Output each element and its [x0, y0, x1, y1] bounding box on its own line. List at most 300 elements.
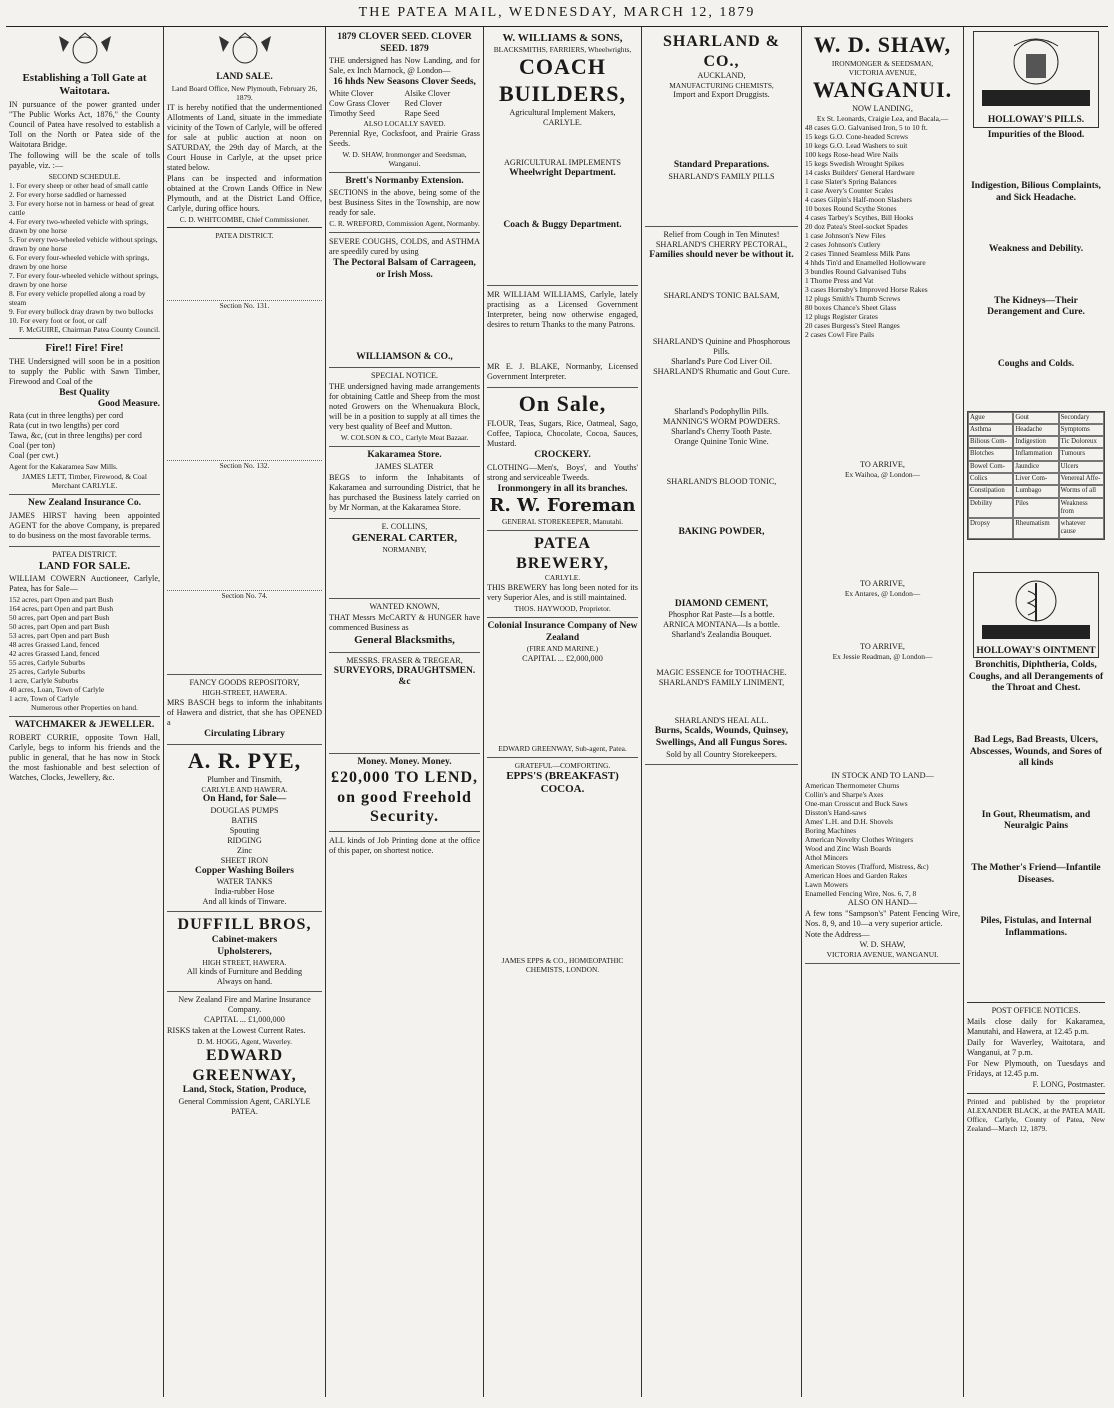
- landing: NOW LANDING,: [852, 103, 913, 113]
- brewery-title: PATEA BREWERY,: [516, 535, 609, 572]
- interpreter-ad: [487, 286, 638, 388]
- fraser-ad: [329, 653, 480, 754]
- ailment: Constipation: [968, 485, 1013, 497]
- landing-item: 1 case Slater's Spring Balances: [805, 176, 897, 186]
- stock-item: American Hoes and Garden Rakes: [805, 870, 908, 880]
- seed-item: Rape Seed: [404, 108, 440, 118]
- post-title: POST OFFICE NOTICES.: [991, 1006, 1081, 1016]
- clover-ad: [329, 29, 480, 173]
- pills-text-block: [645, 182, 798, 222]
- property-item: 48 acres Grassed Land, fenced: [9, 640, 100, 650]
- worm: MANNING'S WORM POWDERS.: [662, 417, 781, 427]
- weak: Weakness and Debility.: [988, 244, 1084, 255]
- sharland-text-block: [645, 100, 798, 160]
- property-item: 42 acres Grassed Land, fenced: [9, 649, 100, 659]
- printing-ad: [329, 832, 480, 861]
- pye-item: Spouting: [229, 825, 260, 835]
- orange: Orange Quinine Tonic Wine.: [674, 437, 769, 447]
- coach-text-block: [487, 231, 638, 281]
- collins-text-block: [329, 554, 480, 594]
- landing-item: 2 cases Johnson's Cutlery: [805, 240, 881, 250]
- special-notice-ad: [329, 368, 480, 447]
- ironmongery: Ironmongery in all its branches.: [497, 483, 628, 494]
- zealandia-text-block: [645, 640, 798, 668]
- implement: Agricultural Implement Makers,: [509, 108, 616, 118]
- shaw-ave: VICTORIA AVENUE,: [848, 67, 917, 77]
- schedule-item: 6. For every four-wheeled vehicle with springs, drawn by one horse: [9, 253, 150, 272]
- healall-body: Burns, Scalds, Wounds, Quinsey, Swellings, And all Fungus Sores.: [654, 726, 789, 748]
- haywood: THOS. HAYWOOD, Proprietor.: [514, 604, 611, 614]
- magic: MAGIC ESSENCE for TOOTHACHE.: [656, 668, 787, 678]
- cowern-more: Numerous other Properties on hand.: [31, 703, 138, 713]
- post-body: Mails close daily for Kakaramea, Manutahi, and Hawera, at 12.45 p.m.: [967, 1017, 1105, 1037]
- stock-item: Ames' L.H. and D.H. Shovels: [805, 816, 893, 826]
- fancy-title: FANCY GOODS REPOSITORY,: [189, 677, 300, 687]
- arrive1-ex: Ex Waihoa, @ London—: [844, 469, 921, 479]
- cherry: SHARLAND'S CHERRY PECTORAL,: [655, 239, 788, 249]
- colonial-text-block: [487, 664, 638, 744]
- indig-text-block: [967, 204, 1105, 244]
- onsale-body: FLOUR, Teas, Sugars, Rice, Oatmeal, Sago, Coffee, Tapioca, Chocolate, Cocoa, Sauces, Mustard.: [487, 419, 638, 449]
- schedule-item: 1. For every sheep or other head of small cattle: [9, 180, 149, 190]
- slater: JAMES SLATER: [375, 461, 434, 471]
- property-item: 1 acre, Carlyle Suburbs: [9, 676, 79, 686]
- duffill-furn: All kinds of Furniture and Bedding: [186, 967, 303, 977]
- wheelwright-text-block: [487, 180, 638, 220]
- foreman-sub: GENERAL STOREKEEPER, Manutahi.: [501, 517, 624, 527]
- column-6: [802, 27, 964, 1397]
- schedule-item: 10. For every foot or foot, or calf: [9, 316, 107, 326]
- schedule-title: SECOND SCHEDULE.: [48, 171, 121, 181]
- ailment: Inflammation: [1013, 448, 1058, 460]
- schedule-item: 2. For every horse saddled or harnessed: [9, 189, 127, 199]
- column-7: [964, 27, 1108, 1397]
- landing-list: [805, 123, 960, 340]
- epps-text-block: [487, 796, 638, 956]
- healall: SHARLAND'S HEAL ALL.: [674, 716, 769, 726]
- property-item: 1 acre, Town of Carlyle: [9, 694, 79, 704]
- masthead: THE PATEA MAIL, WEDNESDAY, MARCH 12, 1879: [6, 0, 1108, 27]
- williams-ad: [487, 29, 638, 286]
- land-for-sale-ad: [9, 547, 160, 718]
- money-ad: [329, 754, 480, 832]
- baking: BAKING POWDER,: [678, 527, 765, 538]
- shaw-sub: IRONMONGER & SEEDSMAN,: [831, 58, 934, 68]
- subdivision-table: [167, 310, 322, 461]
- landing-item: 100 kegs Rose-head Wire Nails: [805, 149, 899, 159]
- surveyors: SURVEYORS, DRAUGHTSMEN. &c: [333, 665, 476, 688]
- sold: Sold by all Country Storekeepers.: [666, 749, 777, 759]
- brewery-town: CARLYLE.: [544, 573, 581, 583]
- kakaramea-title: Kakaramea Store.: [367, 450, 442, 461]
- holloway-pills-logo: [973, 31, 1099, 128]
- also-body: A few tons "Sampson's" Patent Fencing Wire, Nos. 8, 9, and 10—a very superior article.: [805, 909, 960, 928]
- imprint: Printed and published by the proprietor ALEXANDER BLACK, at the PATEA MAIL Office, Carlyle, County of Patea, New Zealand—March 12, 1879.: [967, 1097, 1105, 1134]
- toll-title: Establishing a Toll Gate at Waitotara.: [22, 72, 147, 98]
- stock-item: Wood and Zinc Wash Boards: [805, 843, 892, 853]
- property-item: 40 acres, Loan, Town of Carlyle: [9, 685, 105, 695]
- sharland-sub: MANUFACTURING CHEMISTS,: [669, 81, 774, 91]
- ailment: Debility: [968, 498, 1013, 519]
- fire-prices: [9, 411, 160, 461]
- fire-sign: JAMES LETT, Timber, Firewood, & Coal Merchant CARLYLE.: [22, 471, 147, 490]
- gout: In Gout, Rheumatism, and Neuralgic Pains: [981, 809, 1091, 832]
- cherry-ad: [645, 227, 798, 765]
- brett-ad: [329, 173, 480, 234]
- landing-item: 12 plugs Register Grates: [805, 312, 878, 322]
- land-sale-title: LAND FOR SALE.: [38, 559, 131, 572]
- fire-agent: Agent for the Kakaramea Saw Mills.: [9, 461, 118, 471]
- price-item: Rata (cut in three lengths) per cord: [9, 410, 124, 420]
- ailment: Piles: [1013, 498, 1058, 519]
- williams-text-block: [487, 128, 638, 158]
- arrive3: TO ARRIVE,: [860, 641, 905, 651]
- colonial-cap: CAPITAL ... £2,000,000: [522, 653, 603, 663]
- gout-text-block: [967, 833, 1105, 863]
- pye-ad: [167, 745, 322, 912]
- brett-body: SECTIONS in the above, being some of the best Business Sites in the Township, are now ready for sale.: [329, 188, 480, 218]
- landing-item: 1 case Johnson's New Files: [805, 231, 886, 241]
- arrive2-ex: Ex Antares, @ London—: [844, 588, 921, 598]
- postmaster: F. LONG, Postmaster.: [1032, 1080, 1105, 1090]
- bronchitis-text-block: [967, 695, 1105, 735]
- fraser-text-block: [329, 689, 480, 749]
- cough-body: SEVERE COUGHS, COLDS, and ASTHMA are speedily cured by using: [329, 237, 480, 257]
- land-signed: C. D. WHITCOMBE, Chief Commissioner.: [179, 214, 310, 224]
- column-4: [484, 27, 642, 1397]
- cowern: WILLIAM COWERN Auctioneer, Carlyle, Patea, has for Sale—: [9, 574, 160, 594]
- ailment: Blotches: [968, 448, 1013, 460]
- seed-item: Alsike Clover: [404, 88, 451, 98]
- special-title: SPECIAL NOTICE.: [370, 371, 438, 381]
- arnica: ARNICA MONTANA—Is a bottle.: [663, 620, 780, 630]
- williamson: WILLIAMSON & CO.,: [356, 351, 453, 362]
- landing-more-block: [805, 340, 960, 460]
- pye-item: SHEET IRON: [220, 855, 269, 865]
- landing-item: 20 doz Patea's Steel-socket Spades: [805, 222, 908, 232]
- williams-sub: BLACKSMITHS, FARRIERS, Wheelwrights,: [493, 45, 632, 55]
- addr: W. D. SHAW,: [859, 940, 906, 949]
- nzi-title: New Zealand Insurance Co.: [28, 498, 141, 509]
- ailment: Venereal Affe-: [1059, 473, 1104, 485]
- arrive2: TO ARRIVE,: [860, 578, 905, 588]
- coach-builders: COACH BUILDERS,: [499, 54, 626, 107]
- impur-text-block: [967, 141, 1105, 181]
- toll-gate-notice: [9, 69, 160, 339]
- hygeia-icon: [974, 32, 1098, 112]
- money-title: Money. Money. Money.: [357, 756, 452, 767]
- sharland-city: AUCKLAND,: [697, 71, 746, 81]
- nzfire-cap: CAPITAL ... £1,000,000: [204, 1015, 285, 1025]
- duffill-title: DUFFILL BROS,: [177, 916, 312, 934]
- watch-title: WATCHMAKER & JEWELLER.: [14, 720, 155, 731]
- kidney: The Kidneys—Their Derangement and Cure.: [987, 295, 1085, 318]
- williams-title: W. WILLIAMS & SONS,: [502, 32, 623, 44]
- family-pills: SHARLAND'S FAMILY PILLS: [668, 171, 775, 181]
- pye-hand: On Hand, for Sale—: [202, 794, 287, 805]
- clover-sign: W. D. SHAW, Ironmonger and Seedsman, Wanganui.: [342, 149, 467, 168]
- indig: Indigestion, Bilious Complaints, and Sick Headache.: [971, 181, 1101, 203]
- ailment: Secondary: [1059, 412, 1104, 424]
- stock-item: One-man Crosscut and Buck Saws: [805, 798, 908, 808]
- landing-item: 2 cases Tinned Seamless Milk Pans: [805, 249, 910, 259]
- pye-sub: Plumber and Tinsmith,: [207, 775, 282, 785]
- arrive2-list: [805, 598, 960, 642]
- families: Families should never be without it.: [649, 249, 794, 260]
- coach-dep: Coach & Buggy Department.: [503, 219, 622, 230]
- greenway-title: EDWARD GREENWAY,: [192, 1047, 297, 1084]
- ailment: Worms of all: [1059, 485, 1104, 497]
- nzi-body: JAMES HIRST having been appointed AGENT for the above Company, is prepared to do business on the most favorable terms.: [9, 510, 160, 540]
- addr2: VICTORIA AVENUE, WANGANUI.: [826, 950, 939, 959]
- landing-item: 4 cases Tarbey's Scythes, Bill Hooks: [805, 213, 914, 223]
- schedule-item: 5. For every two-wheeled vehicle without springs, drawn by one horse: [9, 235, 158, 254]
- colonial-ad: [487, 618, 638, 757]
- kidney-text-block: [967, 319, 1105, 359]
- land-plans: Plans can be inspected and information obtained at the Crown Lands Office in New Plymouth, and at the District Land Office, Carlyle, during office hours.: [167, 173, 322, 213]
- standard: Standard Preparations.: [673, 160, 770, 171]
- ailment: Ague: [968, 412, 1013, 424]
- schedule-item: 7. For every four-wheeled vehicle without springs, drawn by one horse: [9, 271, 159, 290]
- patea-district: PATEA DISTRICT.: [215, 230, 274, 240]
- schedule-list: [9, 181, 160, 326]
- clover-saved: ALSO LOCALLY SAVED.: [363, 118, 446, 128]
- schedule-item: 3. For every horse not in harness or head of great cattle: [9, 198, 155, 217]
- also: ALSO ON HAND—: [847, 898, 918, 907]
- post-body3: For New Plymouth, on Tuesdays and Fridays, at 12.45 p.m.: [967, 1059, 1105, 1079]
- arrive1-list: [805, 479, 960, 579]
- price-item: Tawa, &c, (cut in three lengths) per cord: [9, 430, 142, 440]
- shaw-ad: [805, 29, 960, 964]
- epps-sign: JAMES EPPS & CO., HOMŒOPATHIC CHEMISTS, LONDON.: [501, 956, 624, 975]
- fraser: MESSRS. FRASER & TREGEAR,: [346, 655, 463, 665]
- fancy-street: HIGH-STREET, HAWERA.: [202, 687, 287, 697]
- epps-title: EPPS'S (BREAKFAST) COCOA.: [506, 769, 619, 795]
- tonic: SHARLAND'S TONIC BALSAM,: [663, 291, 780, 301]
- brett-title: Brett's Normanby Extension.: [345, 175, 464, 186]
- hogg: D. M. HOGG, Agent, Waverley.: [196, 1037, 293, 1047]
- blake: MR E. J. BLAKE, Normanby, Licensed Government Interpreter.: [487, 362, 638, 382]
- interpreter-text-block: [487, 331, 638, 361]
- landing-item: 48 cases G.O. Galvanised Iron, 5 to 10 ft.: [805, 122, 928, 132]
- landing-item: 4 cases Gilpin's Half-moon Slashers: [805, 195, 912, 204]
- arrive1: TO ARRIVE,: [860, 459, 905, 469]
- fire-body: THE Undersigned will soon be in a position to supply the Public with Sawn Timber, Firewood and Coal of the: [9, 356, 160, 386]
- nz-fire-ad: [167, 992, 322, 1121]
- colonial-title: Colonial Insurance Company of New Zealand: [487, 621, 638, 643]
- nzfire-title: New Zealand Fire and Marine Insurance Company.: [178, 995, 311, 1015]
- ailment: Indigestion: [1013, 436, 1058, 448]
- ailment: Jaundice: [1013, 461, 1058, 473]
- clothing: CLOTHING—Men's, Boys', and Youths' strong and serviceable Tweeds.: [487, 462, 638, 482]
- slater-body: BEGS to inform the Inhabitants of Kakaramea and surrounding District, that he has purchased the Business lately carried on by Mr Norman, at the Kakaramea Store.: [329, 472, 480, 512]
- landing-item: 15 kegs G.O. Cone-headed Screws: [805, 131, 909, 141]
- piles: Piles, Fistulas, and Internal Inflammations.: [980, 916, 1092, 938]
- landing-item: 12 plugs Smith's Thumb Screws: [805, 294, 901, 304]
- property-item: 55 acres, Carlyle Suburbs: [9, 658, 85, 668]
- duffill-ad: [167, 912, 322, 992]
- colonial-greenway: EDWARD GREENWAY, Sub-agent, Patea.: [498, 743, 627, 753]
- cough-text-block: [329, 282, 480, 352]
- land-office: Land Board Office, New Plymouth, February 26, 1879.: [171, 83, 318, 102]
- brett-sign: C. R. WREFORD, Commission Agent, Normanby.: [329, 219, 480, 229]
- stock-item: American Stoves (Trafford, Mistress, &c): [805, 861, 929, 871]
- column-3: [326, 27, 484, 1397]
- on-sale-ad: [487, 388, 638, 531]
- serpent-staff-icon: [974, 573, 1098, 643]
- landing-item: 3 cases Hornsby's Improved Horse Rakes: [805, 285, 928, 295]
- column-5: [642, 27, 802, 1397]
- duffill-sub: Cabinet-makers: [211, 934, 278, 945]
- pye-item: WATER TANKS: [216, 877, 273, 887]
- ailment: Asthma: [968, 424, 1013, 436]
- sharland-ad: [645, 29, 798, 227]
- cherry-text-block: [645, 261, 798, 291]
- clover-body: THE undersigned has Now Landing, and for Sale, ex Inch Marnock, @ London—: [329, 56, 480, 76]
- badlegs-text-block: [967, 770, 1105, 810]
- ailment: Ulcers: [1059, 461, 1104, 473]
- seed-item: Timothy Seed: [329, 108, 375, 118]
- schedule-item: 4. For every two-wheeled vehicle with springs, drawn by one horse: [9, 216, 149, 235]
- ailment: Colics: [968, 473, 1013, 485]
- column-1: [6, 27, 164, 1397]
- toll-signed: F. McGUIRE, Chairman Patea County Council.: [18, 325, 160, 335]
- watch-body: ROBERT CURRIE, opposite Town Hall, Carlyle, begs to inform his friends and the public in general, that he has now in Stock the most fashionable and best selection of Watches, Clocks, Jewellery, &c.: [9, 733, 160, 782]
- landing-item: 15 kegs Swedish Wrought Spikes: [805, 158, 904, 168]
- crockery: CROCKERY.: [534, 450, 591, 461]
- ailment: Dropsy: [968, 518, 1013, 539]
- foreman: R. W. Foreman: [489, 495, 636, 517]
- section-table: [167, 600, 322, 670]
- epps-ad: [487, 758, 638, 979]
- rheum-text-block: [645, 377, 798, 407]
- fire-title: Fire!! Fire! Fire!: [45, 342, 124, 355]
- blood-text-block: [645, 487, 798, 527]
- zealandia: Sharland's Zealandia Bouquet.: [671, 630, 772, 640]
- landing-item: 1 case Avery's Counter Scales: [805, 185, 894, 195]
- price-item: Coal (per cwt.): [9, 450, 59, 460]
- stock: IN STOCK AND TO LAND—: [831, 770, 934, 780]
- collins-ad: [329, 519, 480, 599]
- landing-item: 1 Thorne Press and Vat: [805, 276, 874, 286]
- liniment-text-block: [645, 688, 798, 716]
- section-131: Section No. 131.: [219, 300, 270, 310]
- ailment: Symptoms: [1059, 424, 1104, 436]
- allotment-table: [167, 240, 322, 301]
- landing-ex: Ex St. Leonards, Craigie Lea, and Bacala,—: [816, 113, 949, 123]
- stock-list: [805, 781, 960, 898]
- impur: Impurities of the Blood.: [987, 129, 1085, 140]
- pye-item: India-rubber Hose: [214, 887, 275, 897]
- williams-carlyle: CARLYLE.: [543, 118, 582, 128]
- duffill-street: HIGH STREET, HAWERA.: [202, 958, 287, 968]
- arrive3-list: [805, 661, 960, 771]
- relief: Relief from Cough in Ten Minutes!: [663, 229, 780, 239]
- fancy-body: MRS BASCH begs to inform the inhabitants of Hawera and district, that she has OPENED a: [167, 697, 322, 727]
- wheelwright: Wheelwright Department.: [509, 168, 616, 179]
- fancy-library: Circulating Library: [204, 728, 285, 739]
- stock-item: American Thermometer Churns: [805, 780, 900, 790]
- special-body: THE undersigned having made arrangements for obtaining Cattle and Sheep from the most noted Growers on the Whenuakura Block, will be in a position to supply at all times the very best quality of Beef and Mutton.: [329, 382, 480, 432]
- baking-text-block: [645, 539, 798, 599]
- blood: SHARLAND'S BLOOD TONIC,: [666, 477, 777, 487]
- sharland-title: SHARLAND & CO.,: [662, 33, 781, 70]
- price-item: Coal (per ton): [9, 440, 55, 450]
- ailment: Tumours: [1059, 448, 1104, 460]
- toll-note: The following will be the scale of tolls payable, viz. :—: [9, 150, 160, 170]
- landing-item: 20 cases Burgess's Steel Ranges: [805, 321, 900, 331]
- quinine: SHARLAND'S Quinine and Phosphorous Pills.: [652, 337, 791, 357]
- landing-item: 10 boxes Round Scythe Stones: [805, 204, 897, 214]
- mother: The Mother's Friend—Infantile Diseases.: [971, 862, 1101, 885]
- grateful: GRATEFUL—COMFORTING.: [514, 760, 611, 770]
- liniment: SHARLAND'S FAMILY LINIMENT,: [658, 678, 785, 688]
- property-item: 53 acres, part Open and part Bush: [9, 631, 110, 641]
- toothpaste: Sharland's Cherry Tooth Paste.: [671, 427, 772, 437]
- colonial-sub: (FIRE AND MARINE.): [526, 644, 599, 654]
- piles-text-block: [967, 939, 1105, 999]
- pye-item: BATHS: [231, 815, 258, 825]
- toll-body: IN pursuance of the power granted under "The Public Works Act, 1876," the County Council of Patea have resolved to establish a Toll on the North or Patea side of the Waitotara Bridge.: [9, 99, 160, 149]
- grid-text-block: [967, 540, 1105, 570]
- clover-title: 1879 CLOVER SEED. CLOVER SEED. 1879: [337, 32, 472, 54]
- schedule-item: 9. For every bullock dray drawn by two bullocks: [9, 307, 154, 317]
- schedule-item: 8. For every vehicle propelled along a road by steam: [9, 289, 146, 308]
- fancy-goods-ad: [167, 675, 322, 746]
- columns: [6, 27, 1108, 1397]
- stock-item: American Novelty Clothes Wringers: [805, 834, 914, 844]
- seed-item: White Clover: [329, 88, 374, 98]
- kakaramea-ad: [329, 447, 480, 519]
- ailment: Rheumatism: [1013, 518, 1058, 539]
- royal-crest-icon: [9, 32, 160, 66]
- shaw-title: W. D. SHAW,: [813, 32, 952, 57]
- codliver: Sharland's Pure Cod Liver Oil.: [671, 357, 772, 367]
- carter: GENERAL CARTER,: [351, 531, 458, 544]
- risks: RISKS taken at the Lowest Current Rates.: [167, 1026, 306, 1036]
- ailments-grid: [967, 411, 1105, 540]
- pye-items: [167, 806, 322, 908]
- landing-item: 80 boxes Chance's Sheet Glass: [805, 303, 897, 313]
- stock-item: Enamelled Fencing Wire, Nos. 6, 7, 8: [805, 888, 917, 898]
- colson: W. COLSON & CO., Carlyle Meat Bazaar.: [340, 433, 469, 443]
- landing-item: 2 cases Cowl Fire Pails: [805, 330, 874, 340]
- pye-item: Copper Washing Boilers: [195, 865, 294, 876]
- brewery-ad: [487, 531, 638, 618]
- pye-title: A. R. PYE,: [187, 748, 302, 774]
- stock-item: Lawn Mowers: [805, 879, 848, 889]
- section-132: Section No. 132.: [219, 460, 270, 470]
- pye-towns: CARLYLE AND HAWERA.: [201, 785, 288, 795]
- carter-town: NORMANBY,: [382, 545, 427, 555]
- pye-item: RIDGING: [227, 835, 262, 845]
- wanganui: WANGANUI.: [812, 76, 953, 102]
- property-item: 50 acres, part Open and part Bush: [9, 613, 110, 623]
- collins: E. COLLINS,: [381, 521, 428, 531]
- ointment-title: HOLLOWAY'S OINTMENT: [976, 645, 1096, 656]
- land-sale-notice: [167, 69, 322, 675]
- weak-text-block: [967, 256, 1105, 296]
- ailment: Headache: [1013, 424, 1058, 436]
- nz-insurance-ad: [9, 495, 160, 547]
- fire-good: Good Measure.: [97, 399, 160, 410]
- coughs: Coughs and Colds.: [997, 359, 1075, 370]
- cowern-list: [9, 595, 160, 703]
- greenway-com: General Commission Agent, CARLYLE PATEA.: [178, 1096, 311, 1116]
- greenway-sub: Land, Stock, Station, Produce,: [182, 1085, 307, 1096]
- ailment: whatever cause: [1059, 518, 1104, 539]
- column-2: [164, 27, 326, 1397]
